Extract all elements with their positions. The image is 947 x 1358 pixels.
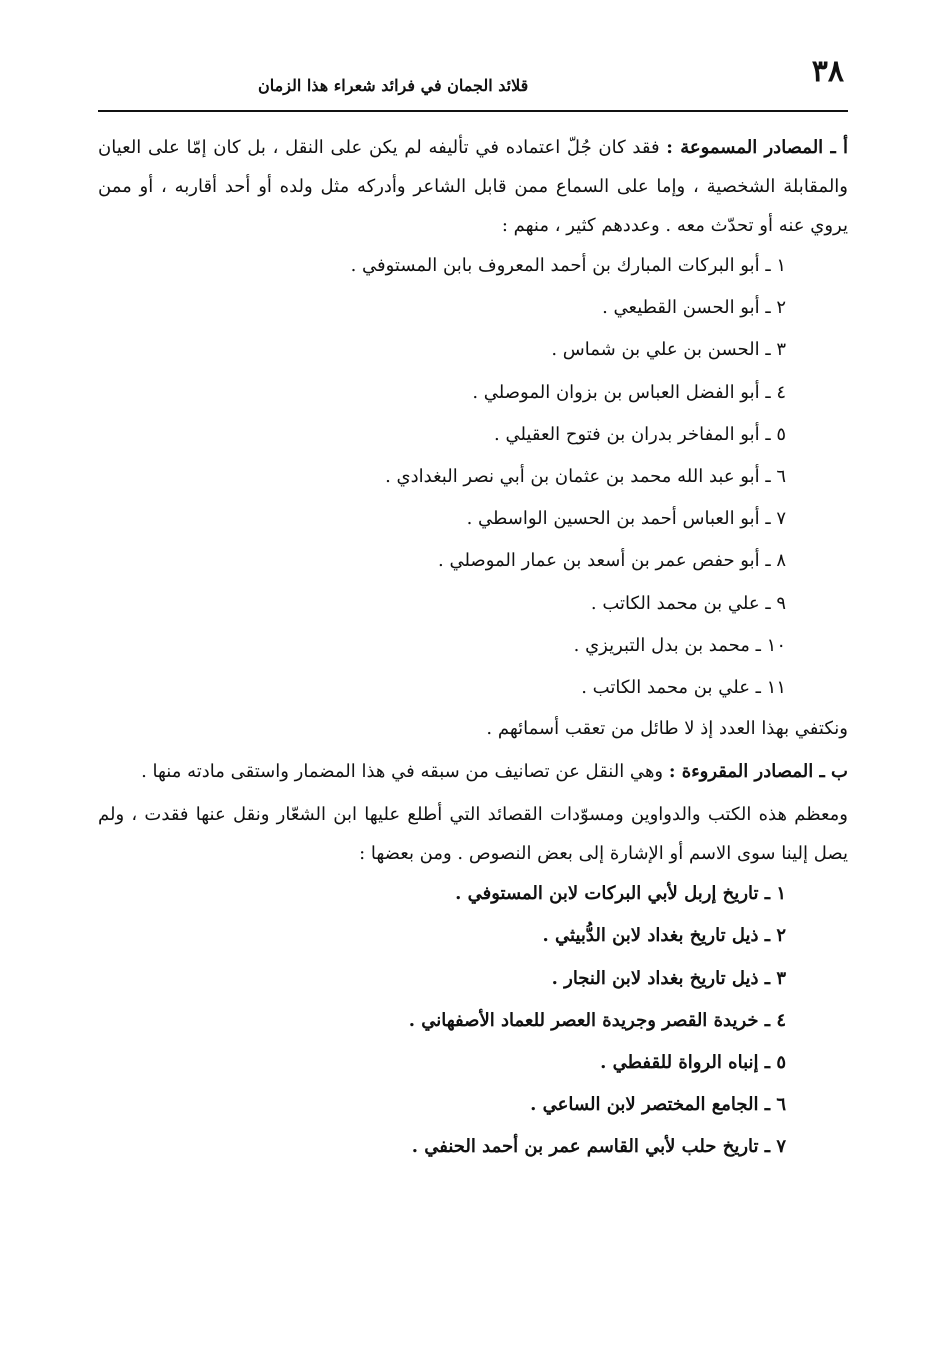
list-item-number: ٦ (776, 466, 786, 488)
heard-source-item: ١ ـ أبو البركات المبارك بن أحمد المعروف بابن المستوفي . (98, 245, 786, 287)
list-item-number: ١ (776, 255, 786, 276)
list-item-text: ذيل تاريخ بغداد لابن الدُّبيثي . (542, 925, 759, 947)
section-a-heading: أ ـ المصادر المسموعة : (666, 137, 848, 158)
list-item-text: أبو الحسن القطيعي . (602, 297, 760, 319)
heard-source-item: ٨ ـ أبو حفص عمر بن أسعد بن عمار الموصلي . (98, 540, 786, 582)
list-item-text: أبو المفاخر بدران بن فتوح العقيلي . (494, 423, 760, 445)
heard-source-item: ٣ ـ الحسن بن علي بن شماس . (98, 329, 786, 371)
closing-sentence: ونكتفي بهذا العدد إذ لا طائل من تعقب أسمائهم . (486, 718, 848, 740)
read-source-item: ٤ ـ خريدة القصر وجريدة العصر للعماد الأصفهاني . (98, 1000, 786, 1042)
list-item-text: ذيل تاريخ بغداد لابن النجار . (551, 967, 759, 989)
list-item-text: تاريخ حلب لأبي القاسم عمر بن أحمد الحنفي . (411, 1136, 759, 1158)
heard-source-item: ١١ ـ علي بن محمد الكاتب . (98, 667, 786, 709)
books-paragraph: ومعظم هذه الكتب والدواوين ومسوّدات القصائد التي أطلع عليها ابن الشعّار ونقل عنها فقدت ، ولم يصل إلينا سوى الاسم أو الإشارة إلى بعض النصوص . ومن بعضها : (98, 804, 848, 865)
section-b-paragraph (98, 752, 848, 791)
heard-source-item: ٥ ـ أبو المفاخر بدران بن فتوح العقيلي . (98, 414, 786, 456)
list-item-number: ١١ (766, 677, 786, 699)
list-item-number: ٢ (776, 297, 786, 319)
list-item-number: ٨ (776, 550, 786, 572)
book-page (98, 50, 848, 1169)
section-b-text: وهي النقل عن تصانيف من سبقه في هذا المضمار واستقى مادته منها . (141, 761, 669, 783)
list-item-text: علي بن محمد الكاتب . (581, 677, 750, 699)
list-item-text: الحسن بن علي بن شماس . (551, 339, 760, 361)
page-number: ٣٨ (811, 54, 844, 89)
page-body (98, 112, 848, 1169)
list-item-text: أبو العباس أحمد بن الحسين الواسطي . (466, 508, 760, 530)
section-a-paragraph (98, 128, 848, 245)
list-item-number: ٦ (776, 1094, 786, 1116)
read-source-item: ٧ ـ تاريخ حلب لأبي القاسم عمر بن أحمد الحنفي . (98, 1126, 786, 1168)
list-item-text: أبو الفضل العباس بن بزوان الموصلي . (472, 381, 760, 403)
page-header (98, 50, 848, 112)
read-source-item: ٣ ـ ذيل تاريخ بغداد لابن النجار . (98, 958, 786, 1000)
list-item-number: ١٠ (766, 634, 786, 656)
read-source-item: ٦ ـ الجامع المختصر لابن الساعي . (98, 1084, 786, 1126)
section-b-heading: ب ـ المصادر المقروءة : (668, 761, 848, 783)
running-title: قلائد الجمان في فرائد شعراء هذا الزمان (258, 76, 529, 95)
read-source-item: ٢ ـ ذيل تاريخ بغداد لابن الدُّبيثي . (98, 915, 786, 957)
read-sources-list (98, 873, 848, 1168)
list-item-number: ٣ (776, 339, 786, 361)
list-item-text: أبو عبد الله محمد بن عثمان بن أبي نصر البغدادي . (385, 466, 760, 488)
list-item-number: ٤ (776, 1009, 786, 1031)
list-item-number: ٢ (776, 925, 786, 947)
list-item-number: ٧ (776, 508, 786, 530)
heard-source-item: ٤ ـ أبو الفضل العباس بن بزوان الموصلي . (98, 372, 786, 414)
list-item-number: ٥ (776, 1052, 786, 1074)
list-item-number: ٥ (776, 423, 786, 445)
list-item-text: محمد بن بدل التبريزي . (573, 634, 750, 656)
heard-source-item: ٦ ـ أبو عبد الله محمد بن عثمان بن أبي نصر البغدادي . (98, 456, 786, 498)
list-item-text: علي بن محمد الكاتب . (590, 592, 760, 614)
list-item-text: أبو البركات المبارك بن أحمد المعروف بابن المستوفي . (350, 255, 760, 276)
list-item-number: ١ (776, 883, 786, 905)
list-item-text: الجامع المختصر لابن الساعي . (530, 1094, 759, 1116)
list-item-number: ٧ (776, 1136, 786, 1158)
list-item-number: ٩ (776, 592, 786, 614)
list-item-number: ٣ (776, 967, 786, 989)
list-item-text: تاريخ إربل لأبي البركات لابن المستوفي . (455, 883, 759, 905)
heard-source-item: ٢ ـ أبو الحسن القطيعي . (98, 287, 786, 329)
list-item-number: ٤ (776, 381, 786, 403)
list-item-text: أبو حفص عمر بن أسعد بن عمار الموصلي . (438, 550, 760, 572)
heard-source-item: ١٠ ـ محمد بن بدل التبريزي . (98, 625, 786, 667)
heard-sources-list (98, 245, 848, 709)
heard-source-item: ٩ ـ علي بن محمد الكاتب . (98, 583, 786, 625)
list-item-text: خريدة القصر وجريدة العصر للعماد الأصفهاني . (408, 1009, 759, 1031)
read-source-item: ١ ـ تاريخ إربل لأبي البركات لابن المستوفي . (98, 873, 786, 915)
read-source-item: ٥ ـ إنباه الرواة للقفطي . (98, 1042, 786, 1084)
heard-source-item: ٧ ـ أبو العباس أحمد بن الحسين الواسطي . (98, 498, 786, 540)
section-a-text: فقد كان جُلّ اعتماده في تأليفه لم يكن على النقل ، بل كان إمّا على العيان والمقابلة الشخصية ، وإما على السماع ممن قابل الشاعر وأدركه مثل ولده أو أحد أقاربه ، أو ممن يروي عنه أو تحدّث معه . وعددهم كثير ، منهم : (98, 137, 848, 236)
list-item-text: إنباه الرواة للقفطي . (600, 1052, 759, 1074)
